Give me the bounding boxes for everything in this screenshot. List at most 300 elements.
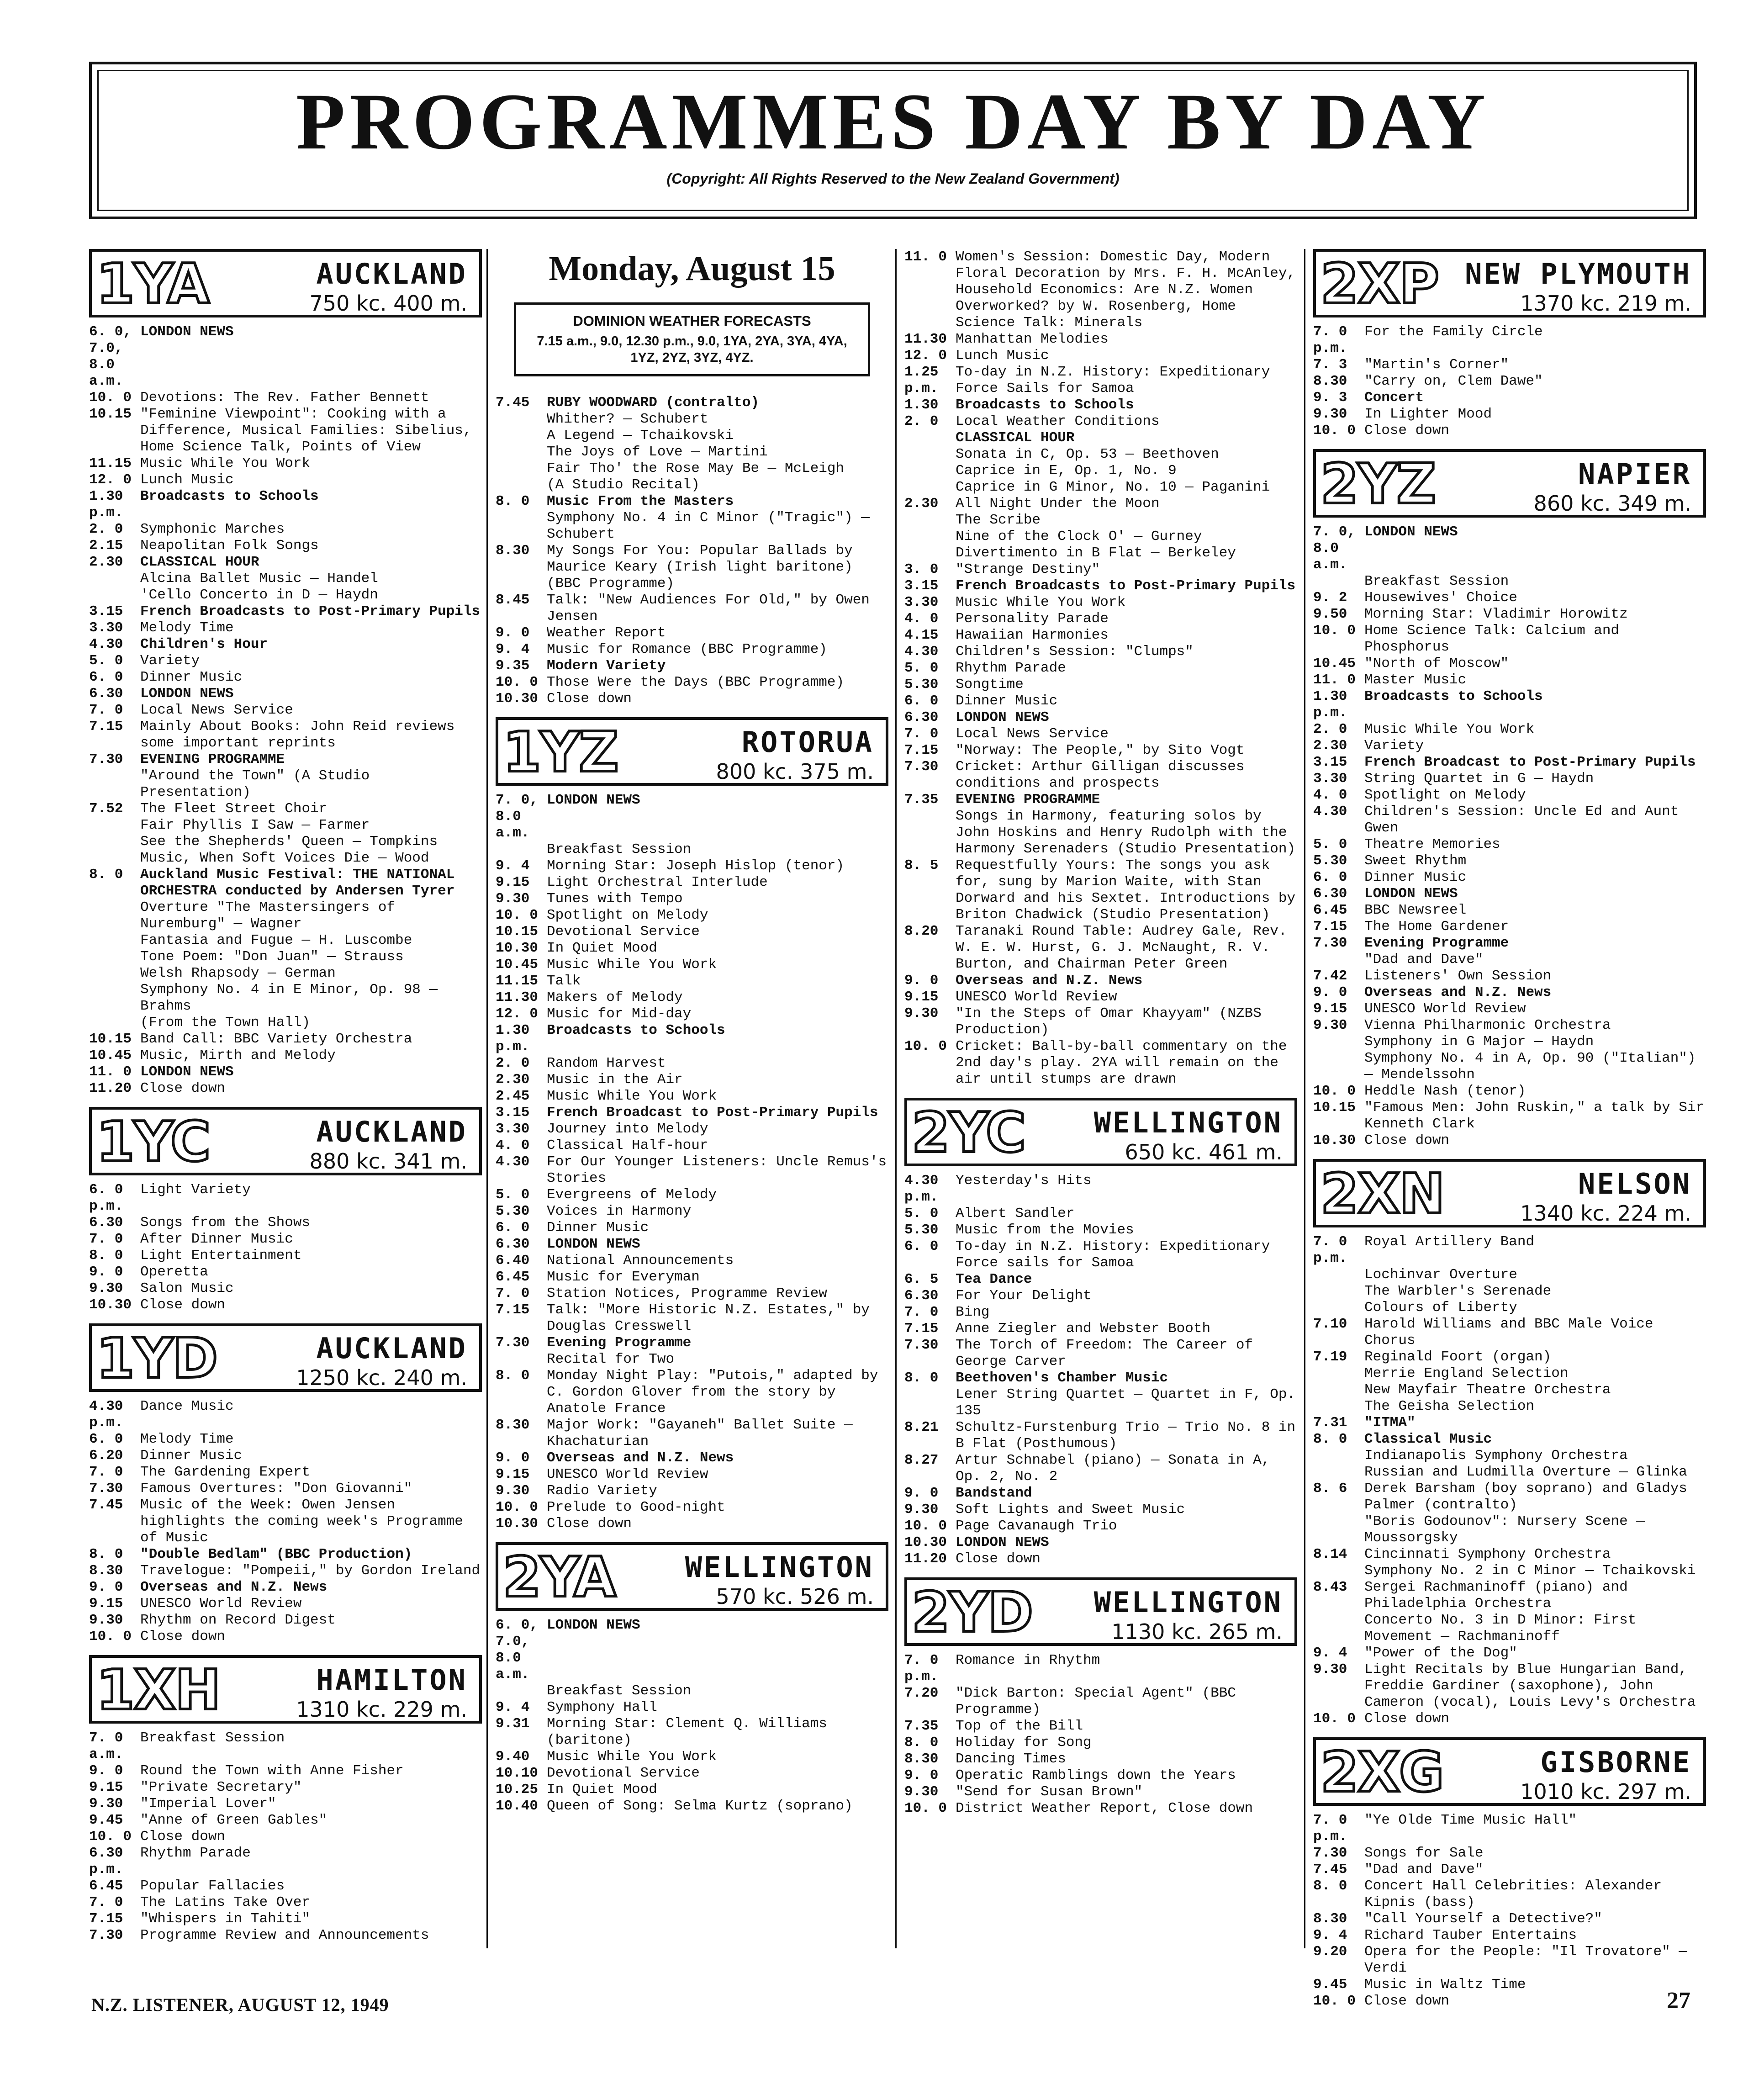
programme-time: 9. 4 [496, 641, 530, 657]
programme-entry [89, 982, 482, 1015]
programme-title: My Songs For You: Popular Ballads by Maurice Keary (Irish light baritone) (BBC Programme) [547, 543, 853, 592]
programme-entry [496, 1006, 888, 1022]
programme-entry [496, 924, 888, 940]
programme-time: 6. 0, 7.0, 8.0 a.m. [496, 1617, 539, 1682]
programme-title: The Joys of Love — Martini [547, 444, 768, 460]
programme-title: Music While You Work [140, 455, 311, 471]
programme-time [1313, 1267, 1364, 1283]
programme-entry [904, 529, 1297, 545]
programme-entry [89, 751, 482, 768]
programme-title: "Famous Men: John Ruskin," a talk by Sir Kenneth Clark [1364, 1100, 1705, 1132]
programme-title: Prelude to Good-night [547, 1499, 725, 1515]
programme-time: 3.30 [904, 594, 939, 610]
programme-entry [1313, 1017, 1706, 1034]
programme-time: 7. 0 [89, 1464, 123, 1480]
programme-title: (From the Town Hall) [140, 1015, 311, 1031]
programme-time: 7.19 [1313, 1349, 1347, 1365]
programme-time: 7. 3 [1313, 357, 1347, 373]
programme-time: 9.15 [89, 1596, 123, 1612]
programme-list-2yz [1313, 524, 1706, 1149]
programme-title: Dinner Music [140, 1448, 243, 1464]
programme-time: 9. 0 [496, 1450, 530, 1466]
programme-entry [904, 1452, 1297, 1485]
programme-time [496, 477, 547, 493]
programme-title: Page Cavanaugh Trio [956, 1518, 1117, 1534]
programme-time: 10. 0 [496, 674, 539, 690]
programme-title: Dinner Music [140, 669, 243, 685]
programme-title: New Mayfair Theatre Orchestra [1364, 1382, 1611, 1398]
programme-entry [904, 1038, 1297, 1088]
programme-entry [904, 1321, 1297, 1337]
programme-entry [1313, 1001, 1706, 1017]
programme-title: Melody Time [140, 620, 234, 636]
programme-entry [496, 792, 888, 841]
programme-entry [1313, 1612, 1706, 1645]
programme-entry [89, 603, 482, 620]
programme-entry [904, 1370, 1297, 1386]
programme-time [904, 808, 956, 857]
programme-time: 7.30 [904, 759, 939, 775]
programme-time: 7. 0 p.m. [1313, 1234, 1347, 1266]
programme-title: Recital for Two [547, 1351, 675, 1367]
programme-entry [496, 1617, 888, 1683]
programme-time: 7.45 [1313, 1862, 1347, 1878]
programme-entry [496, 1253, 888, 1269]
programme-list-2ya-continued [904, 249, 1297, 1088]
programme-entry [496, 658, 888, 674]
programme-entry [496, 493, 888, 510]
station-header-2yc [904, 1098, 1297, 1166]
programme-title: Band Call: BBC Variety Orchestra [140, 1031, 412, 1047]
programme-title: CLASSICAL HOUR [140, 554, 259, 570]
programme-entry [1313, 886, 1706, 902]
programme-title: Theatre Memories [1364, 836, 1500, 852]
programme-time: 9.30 [904, 1784, 939, 1800]
programme-time: 1.30 p.m. [89, 488, 123, 521]
programme-title: Variety [1364, 738, 1424, 754]
programme-title: Makers of Melody [547, 989, 683, 1005]
programme-entry [904, 792, 1297, 808]
programme-title: Talk: "More Historic N.Z. Estates," by Douglas Cresswell [547, 1302, 870, 1334]
programme-entry [904, 726, 1297, 742]
programme-title: LONDON NEWS [1364, 886, 1458, 902]
programme-title: Sergei Rachmaninoff (piano) and Philadelphia Orchestra [1364, 1579, 1628, 1612]
programme-title: See the Shepherds' Queen — Tompkins [140, 834, 438, 850]
programme-entry [1313, 590, 1706, 606]
programme-time: 2. 0 [89, 521, 123, 537]
programme-title: LONDON NEWS [547, 1617, 640, 1633]
programme-title: Light Recitals by Blue Hungarian Band, Freddie Gardiner (saxophone), John Cameron (vocal), Louis Levy's Orchestra [1364, 1661, 1696, 1710]
programme-time: 10.15 [496, 924, 539, 940]
programme-title: Housewives' Choice [1364, 590, 1517, 606]
programme-entry [1313, 423, 1706, 439]
programme-time: 7.35 [904, 1718, 939, 1734]
programme-title: Fair Phyllis I Saw — Farmer [140, 817, 370, 833]
programme-time: 9.40 [496, 1749, 530, 1765]
programme-title: For the Family Circle [1364, 324, 1543, 340]
programme-entry [904, 660, 1297, 677]
programme-entry [89, 1248, 482, 1264]
programme-title: Bing [956, 1304, 990, 1320]
programme-entry [904, 397, 1297, 413]
programme-time [89, 1015, 140, 1031]
programme-title: Songs from the Shows [140, 1215, 311, 1231]
programme-time: 4.30 p.m. [904, 1173, 939, 1205]
programme-entry [496, 1483, 888, 1499]
programme-entry [496, 1203, 888, 1220]
programme-entry [904, 1173, 1297, 1206]
programme-entry [904, 1518, 1297, 1534]
programme-title: Dinner Music [956, 693, 1058, 709]
programme-title: After Dinner Music [140, 1231, 293, 1247]
programme-title: LONDON NEWS [140, 686, 234, 702]
programme-entry [496, 1302, 888, 1335]
programme-title: Home Science Talk: Calcium and Phosphorus [1364, 623, 1620, 655]
programme-entry [496, 1450, 888, 1466]
programme-entry [89, 801, 482, 817]
programme-entry [496, 1798, 888, 1814]
programme-entry [89, 1730, 482, 1763]
programme-entry [496, 1220, 888, 1236]
programme-title: Popular Fallacies [140, 1878, 285, 1894]
programme-title: Russian and Ludmilla Overture — Glinka [1364, 1464, 1687, 1480]
station-header-2yd [904, 1577, 1297, 1646]
programme-title: Melody Time [140, 1431, 234, 1447]
programme-time: 1.25 p.m. [904, 364, 939, 397]
programme-title: The Gardening Expert [140, 1464, 311, 1480]
programme-entry [496, 510, 888, 543]
programme-entry [89, 1064, 482, 1080]
programme-title: "Norway: The People," by Sito Vogt [956, 742, 1245, 758]
programme-entry [496, 1417, 888, 1450]
programme-time: 9.30 [496, 1483, 530, 1499]
programme-title: Classical Half-hour [547, 1137, 708, 1153]
programme-time: 9. 3 [1313, 390, 1347, 406]
programme-entry [89, 1911, 482, 1927]
programme-title: Overseas and N.Z. News [140, 1579, 328, 1595]
programme-title: Caprice in G Minor, No. 10 — Paganini [956, 479, 1270, 495]
programme-title: Close down [547, 1516, 632, 1532]
programme-time: 7. 0 p.m. [904, 1652, 939, 1685]
programme-entry [89, 1779, 482, 1796]
programme-time: 11.20 [89, 1080, 132, 1096]
programme-title: Albert Sandler [956, 1206, 1075, 1222]
programme-time [1313, 1563, 1364, 1579]
programme-entry [904, 1685, 1297, 1718]
programme-time: 7. 0 [496, 1285, 530, 1301]
programme-entry [904, 561, 1297, 578]
station-header-1yz [496, 717, 888, 786]
programme-time: 10.15 [89, 406, 132, 422]
programme-entry [89, 1845, 482, 1878]
programme-entry [496, 989, 888, 1006]
programme-time: 7. 0, 8.0 a.m. [1313, 524, 1356, 573]
programme-time: 2.30 [89, 554, 123, 570]
programme-time: 6.20 [89, 1448, 123, 1464]
programme-time: 11. 0 [904, 249, 947, 265]
programme-title: Breakfast Session [547, 841, 692, 857]
programme-time: 11.15 [89, 455, 132, 471]
programme-time: 6. 0 [89, 669, 123, 685]
programme-entry [89, 1231, 482, 1248]
station-call: 2XG [1321, 1741, 1443, 1804]
programme-time: 6.30 [904, 709, 939, 725]
programme-time: 3.15 [1313, 754, 1347, 770]
programme-time: 11.20 [904, 1551, 947, 1567]
programme-time: 7.45 [496, 395, 530, 411]
programme-entry [496, 973, 888, 989]
programme-time: 2. 0 [1313, 721, 1347, 737]
programme-entry [904, 1238, 1297, 1271]
programme-title: BBC Newsreel [1364, 902, 1467, 918]
programme-title: To-day in N.Z. History: Expeditionary Force Sails for Samoa [956, 364, 1270, 397]
programme-entry [89, 1829, 482, 1845]
programme-entry [904, 496, 1297, 512]
programme-entry [89, 538, 482, 554]
programme-title: LONDON NEWS [547, 792, 640, 808]
programme-title: Welsh Rhapsody — German [140, 965, 336, 981]
programme-title: Soft Lights and Sweet Music [956, 1502, 1185, 1518]
programme-title: String Quartet in G — Haydn [1364, 771, 1594, 787]
programme-entry [904, 1800, 1297, 1817]
programme-title: Whither? — Schubert [547, 411, 708, 427]
programme-entry [904, 742, 1297, 759]
programme-entry [904, 1419, 1297, 1452]
programme-entry [904, 644, 1297, 660]
programme-time [496, 444, 547, 460]
programme-entry [496, 1351, 888, 1368]
programme-time: 7.15 [89, 719, 123, 735]
programme-time: 9. 0 [89, 1763, 123, 1779]
programme-title: Concert [1364, 390, 1424, 406]
programme-entry [496, 1154, 888, 1187]
programme-list-1yc [89, 1182, 482, 1313]
programme-time: 7. 0 [89, 1894, 123, 1910]
programme-entry [89, 1763, 482, 1779]
programme-title: Famous Overtures: "Don Giovanni" [140, 1481, 412, 1497]
programme-time: 5.30 [1313, 853, 1347, 869]
programme-time: 7. 0 p.m. [1313, 1812, 1347, 1845]
programme-time: 8.30 [89, 1563, 123, 1579]
programme-title: Local Weather Conditions [956, 413, 1160, 429]
programme-title: Hawaiian Harmonies [956, 627, 1109, 643]
programme-time: 10.40 [496, 1798, 539, 1814]
programme-entry [89, 1398, 482, 1431]
programme-title: RUBY WOODWARD (contralto) [547, 395, 760, 411]
programme-time: 10.45 [89, 1047, 132, 1063]
programme-time [904, 463, 956, 479]
programme-time: 5. 0 [904, 660, 939, 676]
programme-entry [496, 674, 888, 691]
programme-time: 6.30 [89, 1215, 123, 1231]
programme-time: 10. 0 [496, 907, 539, 923]
programme-entry [904, 479, 1297, 496]
programme-title: Evergreens of Melody [547, 1187, 717, 1203]
programme-entry [496, 1749, 888, 1765]
weather-times: 7.15 a.m., 9.0, 12.30 p.m., 9.0, 1YA, 2YA, 3YA, 4YA, 1YZ, 2YZ, 3YZ, 4YZ. [537, 334, 847, 365]
programme-time: 6.30 [1313, 886, 1347, 902]
programme-time [1313, 1034, 1364, 1050]
programme-title: Close down [547, 691, 632, 707]
programme-title: "Whispers in Tahiti" [140, 1911, 311, 1927]
programme-entry [904, 594, 1297, 611]
programme-time: 4.30 [1313, 804, 1347, 820]
programme-entry [1313, 623, 1706, 656]
programme-entry [1313, 1365, 1706, 1382]
programme-title: Requestfully Yours: The songs you ask for, sung by Marion Waite, with Stan Dorward and his Sextet. Introductions by Briton Chadwick (Studio Presentation) [956, 857, 1296, 923]
programme-entry [89, 521, 482, 538]
programme-entry [904, 1784, 1297, 1800]
programme-list-2yc [904, 1173, 1297, 1567]
programme-entry [496, 411, 888, 428]
programme-entry [89, 472, 482, 488]
programme-entry [496, 1072, 888, 1088]
programme-title: "Send for Susan Brown" [956, 1784, 1143, 1800]
station-frequency: 800 kc. 375 m. [716, 759, 874, 784]
programme-entry [904, 808, 1297, 857]
programme-time: 7. 0 [904, 1304, 939, 1320]
station-frequency: 1130 kc. 265 m. [1111, 1619, 1283, 1644]
programme-time: 6. 0 [904, 1238, 939, 1254]
programme-time: 9. 0 [89, 1579, 123, 1595]
programme-title: Close down [956, 1551, 1041, 1567]
programme-title: Overture "The Mastersingers of Nuremburg" — Wagner [140, 899, 396, 932]
programme-title: Cincinnati Symphony Orchestra [1364, 1546, 1611, 1562]
programme-time: 8.30 [1313, 373, 1347, 389]
programme-time: 4.15 [904, 627, 939, 643]
programme-title: Evening Programme [1364, 935, 1509, 951]
programme-title: French Broadcast to Post-Primary Pupils [1364, 754, 1696, 770]
page-number: 27 [1667, 1988, 1690, 2014]
station-frequency: 1250 kc. 240 m. [296, 1365, 467, 1390]
programme-time: 5. 0 [904, 1206, 939, 1222]
programme-title: Spotlight on Melody [547, 907, 708, 923]
programme-entry [496, 1285, 888, 1302]
programme-entry [1313, 357, 1706, 373]
programme-time [89, 949, 140, 965]
programme-title: Local News Service [140, 702, 293, 718]
programme-time: 10. 0 [1313, 623, 1356, 639]
station-name: WELLINGTON [685, 1550, 874, 1584]
programme-title: Evening Programme [547, 1335, 692, 1351]
programme-entry [1313, 902, 1706, 919]
column-rule [486, 249, 488, 1948]
programme-time: 9.30 [89, 1280, 123, 1296]
programme-title: Holiday for Song [956, 1735, 1092, 1751]
programme-entry [1313, 1513, 1706, 1546]
programme-entry [1313, 1448, 1706, 1464]
programme-title: Cricket: Arthur Gilligan discusses conditions and prospects [956, 759, 1245, 791]
programme-entry [904, 1222, 1297, 1238]
programme-title: Dinner Music [1364, 869, 1467, 885]
programme-entry [89, 488, 482, 521]
programme-time: 9. 4 [496, 1699, 530, 1715]
programme-title: Dance Music [140, 1398, 234, 1414]
programme-entry [1313, 672, 1706, 688]
programme-title: Personality Parade [956, 611, 1109, 627]
programme-entry [1313, 1034, 1706, 1050]
programme-entry [496, 477, 888, 493]
column-3 [904, 249, 1297, 1817]
programme-time: 11. 0 [89, 1064, 132, 1080]
programme-entry [496, 460, 888, 477]
programme-entry [496, 1236, 888, 1253]
programme-entry [496, 1055, 888, 1072]
programme-entry [904, 1735, 1297, 1751]
programme-title: Songtime [956, 677, 1024, 693]
programme-title: Music, When Soft Voices Die — Wood [140, 850, 429, 866]
programme-title: Indianapolis Symphony Orchestra [1364, 1448, 1628, 1464]
programme-title: LONDON NEWS [956, 1534, 1049, 1550]
programme-time [1313, 1464, 1364, 1481]
programme-list-2ya [496, 1617, 888, 1814]
programme-entry [496, 1716, 888, 1749]
programme-time: 8.30 [1313, 1911, 1347, 1927]
programme-title: Vienna Philharmonic Orchestra [1364, 1017, 1611, 1033]
programme-list-2xg [1313, 1812, 1706, 2010]
programme-title: Devotional Service [547, 924, 700, 940]
programme-entry [1313, 406, 1706, 423]
programme-title: Tone Poem: "Don Juan" — Strauss [140, 949, 404, 965]
programme-time: 9.30 [1313, 1017, 1347, 1033]
programme-time: 10. 0 [1313, 1711, 1356, 1727]
programme-time: 10.45 [496, 957, 539, 973]
programme-time: 12. 0 [89, 472, 132, 488]
programme-entry [89, 1796, 482, 1812]
programme-time: 9.30 [496, 891, 530, 907]
programme-title: "In the Steps of Omar Khayyam" (NZBS Production) [956, 1005, 1262, 1038]
programme-entry [89, 1612, 482, 1629]
programme-title: Sonata in C, Op. 53 — Beethoven [956, 446, 1219, 462]
programme-time: 2.30 [496, 1072, 530, 1088]
station-header-2ya [496, 1542, 888, 1611]
programme-entry [1313, 1349, 1706, 1365]
programme-time: 7.35 [904, 792, 939, 808]
programme-time: 10. 0 [1313, 1993, 1356, 2009]
programme-title: The Torch of Freedom: The Career of George Carver [956, 1337, 1253, 1370]
programme-entry [496, 1782, 888, 1798]
programme-list-1yz [496, 792, 888, 1532]
programme-title: Manhattan Melodies [956, 331, 1109, 347]
programme-title: LONDON NEWS [956, 709, 1049, 725]
programme-time: 2. 0 [904, 413, 939, 429]
programme-time: 9. 4 [496, 858, 530, 874]
station-header-2yz [1313, 449, 1706, 518]
programme-entry [1313, 688, 1706, 721]
station-header-1yd [89, 1323, 482, 1392]
programme-time [1313, 1300, 1364, 1316]
programme-list-1ya [89, 324, 482, 1097]
programme-time [89, 817, 140, 834]
programme-entry [1313, 1579, 1706, 1612]
programme-entry [904, 1534, 1297, 1551]
programme-time: 6. 0, 7.0, 8.0 a.m. [89, 324, 132, 389]
programme-title: Heddle Nash (tenor) [1364, 1083, 1526, 1099]
programme-title: To-day in N.Z. History: Expeditionary Force sails for Samoa [956, 1238, 1270, 1271]
station-frequency: 650 kc. 461 m. [1125, 1140, 1283, 1164]
programme-entry [1313, 984, 1706, 1001]
programme-time: 10. 0 [1313, 1083, 1356, 1099]
programme-time: 5. 0 [89, 653, 123, 669]
programme-time: 9. 0 [1313, 984, 1347, 1000]
programme-entry [904, 677, 1297, 693]
programme-entry [1313, 1563, 1706, 1579]
programme-title: UNESCO World Review [140, 1596, 302, 1612]
programme-entry [89, 686, 482, 702]
programme-time: 10. 0 [1313, 423, 1356, 439]
programme-entry [1313, 1234, 1706, 1267]
programme-time: 3.15 [496, 1105, 530, 1121]
